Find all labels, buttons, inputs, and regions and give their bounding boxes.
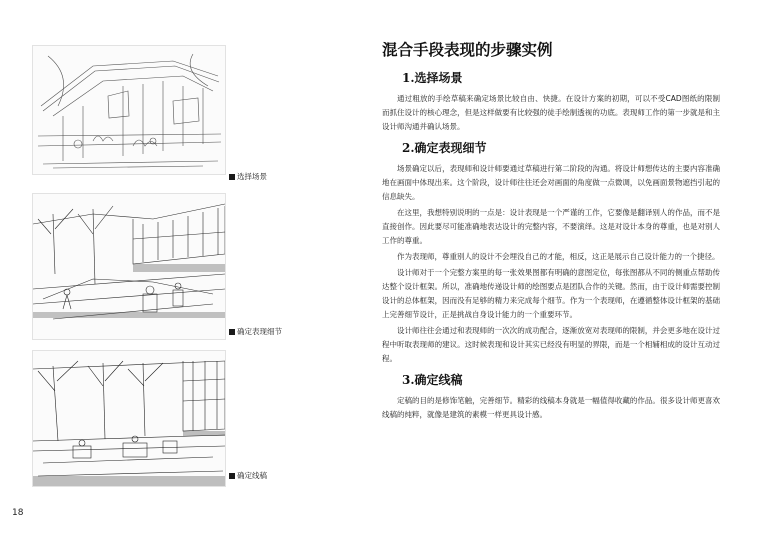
caption-text: 确定线稿 [237, 471, 267, 480]
section-2 [382, 140, 720, 366]
detail-sketch-image [32, 193, 226, 340]
caption-text: 确定表现细节 [237, 327, 282, 336]
caption-text: 选择场景 [237, 172, 267, 181]
square-bullet-icon [229, 473, 235, 479]
paragraph: 作为表现师，尊重别人的设计不会埋没自己的才能，相反，这正是展示自己设计能力的一个捷径。 [397, 252, 720, 261]
square-bullet-icon [229, 174, 235, 180]
section-heading: 1.选择场景 [402, 71, 463, 85]
page-number: 18 [12, 508, 24, 518]
paragraph: 通过粗放的手绘草稿来确定场景比较自由、快捷。在设计方案的初期，可以不受CAD图纸的限制而抓住设计的核心理念，但是这样做要有比较强的徒手绘制透视的功底。表现师工作的第一步就是和主设计师沟通并确认场景。 [382, 94, 720, 131]
paragraph: 场景确定以后，表现师和设计师要通过草稿进行第二阶段的沟通。将设计师想传达的主要内容准确地在画面中体现出来。这个阶段，设计师往往还会对画面的角度做一点微调，以免画面景物遮挡引起的信息缺失。 [382, 164, 720, 201]
caption-select-scene [229, 172, 267, 182]
section-1 [382, 70, 720, 134]
paragraph: 设计师对于一个完整方案里的每一张效果图都有明确的意图定位，每张图都从不同的侧重点帮助传达整个设计框架。所以，准确地传递设计师的绘图要点是团队合作的关键。然而，由于设计师需要控制设计的总体框架，因而没有足够的精力来完成每个细节。作为一个表现师，在遵循整体设计框架的基础上完善细节设计，正是挑战自身设计能力的一个重要环节。 [382, 268, 720, 319]
square-bullet-icon [229, 329, 235, 335]
paragraph: 定稿的目的是修饰笔触，完善细节。精彩的线稿本身就是一幅值得收藏的作品。很多设计师更喜欢线稿的纯粹，就像是建筑的素模一样更具设计感。 [382, 396, 720, 419]
section-heading: 3.确定线稿 [402, 373, 463, 387]
caption-line-drawing [229, 471, 267, 481]
section-3 [382, 372, 720, 422]
paragraph: 在这里，我想特别说明的一点是：设计表现是一个严谨的工作，它要像是翻译别人的作品，而不是直接创作。因此要尽可能准确地表达设计的完整内容，不要演绎。这是对设计本身的尊重，也是对别人工作的尊重。 [382, 208, 720, 245]
page-title: 混合手段表现的步骤实例 [382, 41, 553, 59]
section-heading: 2.确定表现细节 [402, 141, 487, 155]
line-drawing-image [32, 350, 226, 487]
paragraph: 设计师往往会通过和表现师的一次次的成功配合，逐渐放宽对表现师的限制，并会更多地在设计过程中听取表现师的建议。这时候表现和设计其实已经没有明显的界限，而是一个相辅相成的设计互动过程。 [382, 326, 720, 363]
text-column [382, 40, 720, 424]
rough-sketch-image [32, 45, 226, 175]
caption-detail [229, 327, 282, 337]
